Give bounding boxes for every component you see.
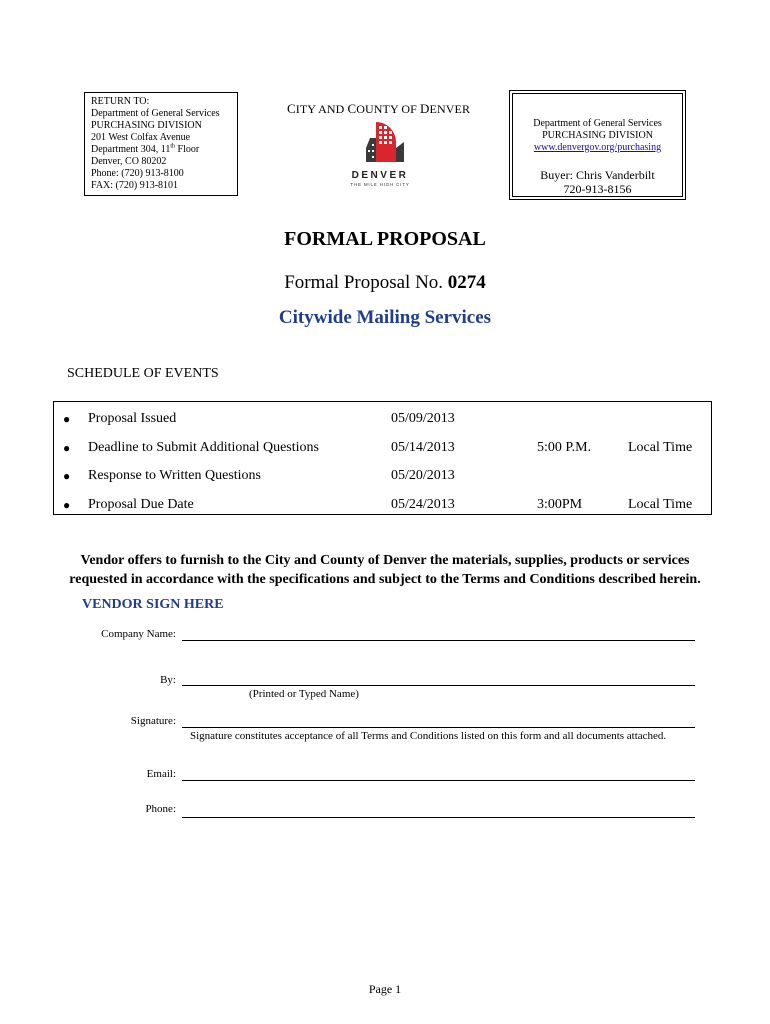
return-to-dept: Department of General Services [91, 108, 220, 119]
event-time: 3:00PM [537, 497, 583, 512]
vendor-offer-line: Vendor offers to furnish to the City and County of Denver the materials, supplies, products or services [80, 553, 690, 568]
schedule-row [54, 468, 711, 496]
signature-note: Signature constitutes acceptance of all Terms and Conditions listed on this form and all documents attached. [190, 730, 667, 742]
schedule-row [54, 411, 711, 439]
city-county-header: CITY AND COUNTY OF DENVER [287, 101, 471, 116]
logo-wordmark: DENVER [351, 170, 409, 181]
event-date: 05/09/2013 [391, 411, 455, 426]
event-date: 05/14/2013 [391, 440, 455, 455]
bullet-icon: ● [63, 412, 71, 426]
vendor-sign-heading: VENDOR SIGN HERE [82, 597, 224, 612]
bullet-icon: ● [63, 441, 71, 455]
event-time: 5:00 P.M. [537, 440, 592, 455]
phone-field[interactable] [182, 817, 695, 818]
company-name-field[interactable] [182, 640, 695, 641]
return-to-city-zip: Denver, CO 80202 [91, 156, 167, 167]
buyer-info-box [512, 93, 683, 197]
buyer-dept: Department of General Services [533, 118, 662, 129]
event-date: 05/24/2013 [391, 497, 455, 512]
company-name-label: Company Name: [101, 628, 176, 640]
event-zone: Local Time [628, 440, 693, 455]
by-name-note: (Printed or Typed Name) [249, 688, 359, 700]
by-name-field[interactable] [182, 685, 695, 686]
bullet-icon: ● [63, 469, 71, 483]
event-name: Deadline to Submit Additional Questions [88, 440, 319, 455]
return-to-heading: RETURN TO: [91, 96, 150, 107]
purchasing-url-link[interactable]: www.denvergov.org/purchasing [533, 142, 662, 153]
email-field[interactable] [182, 780, 695, 781]
return-to-division: PURCHASING DIVISION [91, 120, 202, 131]
buyer-division: PURCHASING DIVISION [542, 130, 653, 141]
vendor-offer-text [0, 551, 770, 589]
phone-label: Phone: [145, 803, 176, 815]
proposal-number: Formal Proposal No. 0274 [284, 272, 486, 293]
buyer-name: Buyer: Chris Vanderbilt [540, 168, 655, 182]
email-label: Email: [146, 768, 176, 780]
event-zone: Local Time [628, 497, 693, 512]
page-number: Page 1 [368, 982, 402, 996]
schedule-heading: SCHEDULE OF EVENTS [67, 366, 219, 381]
vendor-offer-line: requested in accordance with the specifications and subject to the Terms and Conditions described herein. [69, 572, 701, 587]
buyer-phone: 720-913-8156 [563, 182, 632, 196]
event-date: 05/20/2013 [391, 468, 455, 483]
schedule-row [54, 497, 711, 525]
return-to-phone: Phone: (720) 913-8100 [91, 168, 184, 179]
document-title: FORMAL PROPOSAL [284, 228, 486, 250]
proposal-name: Citywide Mailing Services [278, 307, 492, 328]
schedule-row [54, 440, 711, 468]
return-to-street: 201 West Colfax Avenue [91, 132, 191, 143]
schedule-table [53, 401, 712, 515]
logo-tagline: THE MILE HIGH CITY [350, 182, 410, 187]
return-to-address-box [84, 92, 238, 196]
signature-label: Signature: [130, 715, 176, 727]
return-to-floor: Department 304, 11th Floor [91, 143, 200, 155]
signature-field[interactable] [182, 727, 695, 728]
return-to-fax: FAX: (720) 913-8101 [91, 180, 179, 191]
logo-graphic [366, 122, 404, 162]
event-name: Response to Written Questions [88, 468, 261, 483]
event-name: Proposal Issued [88, 411, 177, 426]
event-name: Proposal Due Date [88, 497, 194, 512]
bullet-icon: ● [63, 498, 71, 512]
by-label: By: [160, 674, 176, 686]
